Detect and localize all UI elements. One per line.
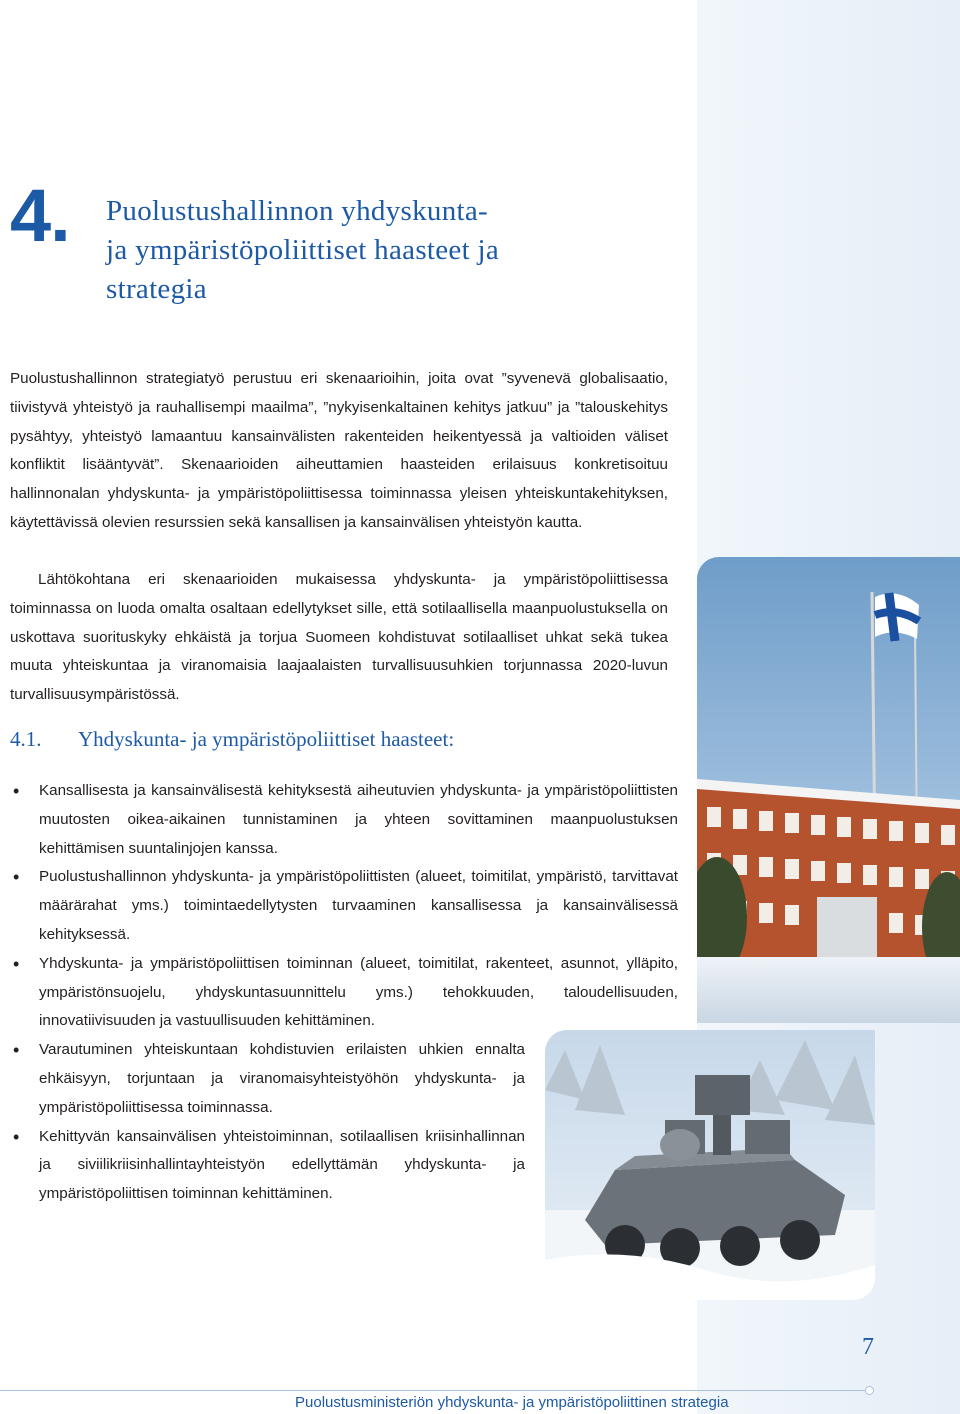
footer-rule (0, 1390, 866, 1391)
list-item: • Kansallisesta ja kansainvälisestä kehityksestä aiheutuvien yhdyskunta- ja ympäristöpoliittisten muutosten oikea-aikainen tunnistaminen ja yhteen sovittaminen maanpuolustuksen kehittämisen suuntalinjojen kanssa. (10, 777, 678, 863)
vehicle-photo (545, 1030, 875, 1300)
chapter-title-line-3: strategia (106, 273, 207, 305)
footer-dot (865, 1386, 874, 1395)
chapter-number: 4. (10, 174, 70, 257)
intro-paragraph-2: Lähtökohtana eri skenaarioiden mukaisessa yhdyskunta- ja ympäristöpoliittisessa toiminnassa on luoda omalta osaltaan edellytykset sille, että sotilaallisella maanpuolustuksella on uskottava suorituskyky ehkäistä ja torjua Suomeen kohdistuvat sotilaalliset uhkat sekä tukea muuta yhteiskuntaa ja viranomaisia laajaalaisten turvallisuusuhkien torjunnassa 2020-luvun turvallisuusympäristössä. (10, 571, 668, 704)
section-heading (10, 724, 454, 754)
chapter-title-line-2: ja ympäristöpoliittiset haasteet ja (106, 234, 500, 266)
vehicle-photo-image (545, 1030, 875, 1300)
building-photo-image (697, 557, 960, 1023)
building-photo (697, 557, 960, 1023)
list-item: • Puolustushallinnon yhdyskunta- ja ympäristöpoliittisten (alueet, toimitilat, ympäristö, tarvittavat määrärahat yms.) toimintaedellytysten turvaaminen kansallisessa ja kansainvälisessä kehityksessä. (10, 863, 678, 949)
chapter-title (106, 192, 686, 309)
list-item: • Yhdyskunta- ja ympäristöpoliittisen toiminnan (alueet, toimitilat, rakenteet, asunnot, ylläpito, ympäristönsuojelu, yhdyskuntasuunnittelu yms.) tehokkuuden, taloudellisuuden, innovatiivisuuden ja vastuullisuuden kehittäminen. (10, 950, 678, 1036)
list-item: • Kehittyvän kansainvälisen yhteistoiminnan, sotilaallisen kriisinhallinnan ja siviilikriisinhallintayhteistyön edellyttämän yhdyskunta- ja ympäristöpoliittisen toiminnan kehittäminen. (10, 1123, 525, 1209)
intro-paragraph-1: Puolustushallinnon strategiatyö perustuu eri skenaarioihin, joita ovat ”syvenevä globalisaatio, tiivistyvä yhteistyö ja rauhallisempi maailma”, ”nykyisenkaltainen kehitys jatkuu” ja ”talouskehitys pysähtyy, yhteistyö lamaantuu kansainvälisten rakenteiden heikentyessä ja valtioiden väliset konfliktit lisääntyvät”. Skenaarioiden aiheuttamien haasteiden erilaisuus konkretisoituu hallinnonalan yhdyskunta- ja ympäristöpoliittisessa toiminnassa yleisen yhteiskuntakehityksen, käytettävissä olevien resurssien sekä kansallisen ja kansainvälisen yhteistyön kautta. (10, 370, 668, 531)
section-title: Yhdyskunta- ja ympäristöpoliittiset haasteet: (78, 727, 455, 751)
list-item: • Varautuminen yhteiskuntaan kohdistuvien erilaisten uhkien ennalta ehkäisyyn, torjuntaan ja viranomaisyhteistyöhön yhdyskunta- ja ympäristöpoliittisessa toiminnassa. (10, 1036, 525, 1122)
chapter-title-line-1: Puolustushallinnon yhdyskunta- (106, 195, 488, 227)
section-number: 4.1. (10, 727, 42, 751)
page-number: 7 (862, 1334, 874, 1360)
footer-title: Puolustusministeriön yhdyskunta- ja ympäristöpoliittinen strategia (295, 1394, 729, 1411)
